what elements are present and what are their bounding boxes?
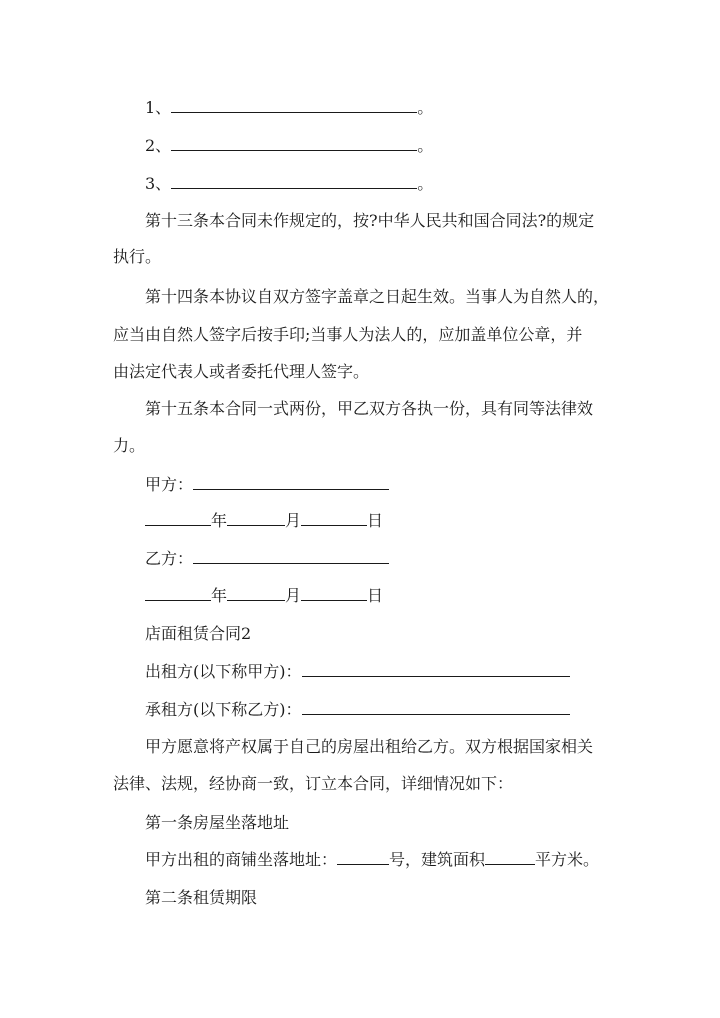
article-15-line-2: 力。 [113,436,146,455]
lessee-line [145,699,570,721]
party-a-signature [145,474,389,496]
item-end: 。 [417,98,434,117]
area-blank [485,850,535,865]
item-end: 。 [417,174,434,193]
article-13-line-1: 第十三条本合同未作规定的，按?中华人民共和国合同法?的规定 [145,211,595,230]
contract-2-title: 店面租赁合同2 [145,624,252,643]
address-prefix: 甲方出租的商铺坐落地址： [145,850,338,869]
day-blank [301,511,367,526]
lessor-blank [302,662,570,677]
item-end: 。 [417,136,434,155]
year-label: 年 [211,586,228,605]
article-14-line-1: 第十四条本协议自双方签字盖章之日起生效。当事人为自然人的， [145,287,610,306]
item-number: 3、 [145,174,172,193]
year-blank [145,586,211,601]
month-label: 月 [285,511,302,530]
lessor-label: 出租方(以下称甲方)： [145,662,302,681]
intro-line-1: 甲方愿意将产权属于自己的房屋出租给乙方。双方根据国家相关 [145,737,594,756]
address-suffix: 平方米。 [535,850,600,869]
month-blank [227,586,285,601]
month-blank [227,511,285,526]
article-14-line-3: 由法定代表人或者委托代理人签字。 [113,362,370,381]
day-blank [301,586,367,601]
article-14-line-2: 应当由自然人签字后按手印;当事人为法人的，应加盖单位公章，并 [113,325,583,344]
year-label: 年 [211,511,228,530]
lessor-line [145,661,570,683]
day-label: 日 [367,511,384,530]
lessee-blank [302,700,570,715]
date-line [145,585,383,607]
intro-line-2: 法律、法规，经协商一致，订立本合同，详细情况如下： [113,774,514,793]
party-b-signature [145,548,389,570]
list-item [145,97,433,119]
list-item [145,173,433,195]
party-a-blank [193,475,389,490]
fill-blank [171,174,417,189]
lessee-label: 承租方(以下称乙方)： [145,700,302,719]
fill-blank [171,98,417,113]
number-blank [337,850,389,865]
day-label: 日 [367,586,384,605]
article-13-line-2: 执行。 [113,247,162,266]
date-line [145,510,383,532]
list-item [145,135,433,157]
party-a-label: 甲方： [145,475,194,494]
month-label: 月 [285,586,302,605]
item-number: 2、 [145,136,172,155]
fill-blank [171,136,417,151]
article-2-title: 第二条租赁期限 [145,888,258,907]
address-mid: 号，建筑面积 [389,850,486,869]
party-b-label: 乙方： [145,549,194,568]
year-blank [145,511,211,526]
article-15-line-1: 第十五条本合同一式两份，甲乙双方各执一份，具有同等法律效 [145,399,594,418]
article-1-title: 第一条房屋坐落地址 [145,813,290,832]
address-line [145,849,599,871]
party-b-blank [193,549,389,564]
item-number: 1、 [145,98,172,117]
